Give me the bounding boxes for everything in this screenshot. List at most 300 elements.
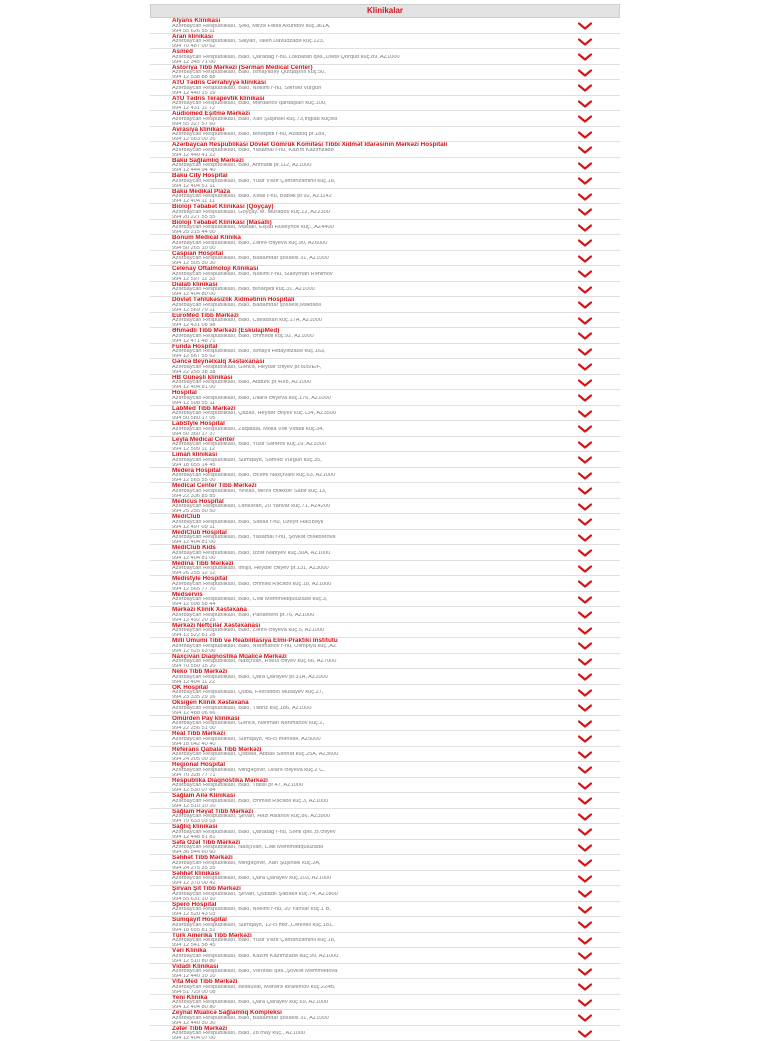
list-item[interactable] — [150, 685, 620, 701]
clinic-address: Azərbaycan Respublikası, Bakı, Cavadxan küç.17A, AZ1000 — [172, 318, 592, 323]
clinic-phone: 994 12 345 71 00 — [172, 60, 592, 65]
chevron-down-icon[interactable] — [578, 565, 592, 573]
clinic-address: Azərbaycan Respublikası, Qəbələ, Abbas Səhhət küç.25A, AZ3600 — [172, 752, 592, 757]
clinic-address: Azərbaycan Respublikası, Yevlax, Mirzə Ələkbər Sabir küç.13, — [172, 489, 592, 494]
chevron-down-icon[interactable] — [578, 828, 592, 836]
list-item[interactable] — [150, 80, 620, 96]
clinic-phone: 994 26 255 12 12 — [172, 571, 592, 576]
clinic-name: MediClub Hospital — [172, 530, 592, 536]
clinic-phone: 994 22 256 51 00 — [172, 726, 592, 731]
clinic-name: Vidadi Klinikası — [172, 964, 592, 970]
clinic-name: Azərbaycan Respublikası Dövlət Gömrük Komitəsi Tibbi Xidmət İdarəsinin Mərkəzi Hospitalı — [172, 142, 592, 148]
list-item[interactable] — [150, 96, 620, 112]
chevron-down-icon[interactable] — [578, 720, 592, 728]
clinic-address: Azərbaycan Respublikası, Naxçıvan, Rəsul Əliyev küç.66, AZ7000 — [172, 659, 592, 664]
chevron-down-icon[interactable] — [578, 627, 592, 635]
clinic-name: Türk Amerika Tibb Mərkəzi — [172, 933, 592, 939]
chevron-down-icon[interactable] — [578, 844, 592, 852]
list-item[interactable] — [150, 313, 620, 329]
list-item[interactable] — [150, 204, 620, 220]
chevron-down-icon[interactable] — [578, 255, 592, 263]
clinic-address: Azərbaycan Respublikası, Bakı, Yusif Səfərov küç.19, AZ1000 — [172, 442, 592, 447]
chevron-down-icon[interactable] — [578, 689, 592, 697]
chevron-down-icon[interactable] — [578, 735, 592, 743]
clinic-phone: 994 12 598 55 11 — [172, 401, 592, 406]
clinic-address: Azərbaycan Respublikası, Bakı, Parlament pr.76, AZ1000 — [172, 613, 592, 618]
clinic-phone: 994 12 471 48 71 — [172, 339, 592, 344]
clinic-name: Spero Hospital — [172, 902, 592, 908]
clinic-name: Səhhət Tibb Mərkəzi — [172, 855, 592, 861]
list-item[interactable] — [150, 809, 620, 825]
clinic-address: Azərbaycan Respublikası, Bakı, Yasamal r-nu, Kazım Kazımzadə — [172, 148, 592, 153]
chevron-down-icon[interactable] — [578, 379, 592, 387]
list-item[interactable] — [150, 700, 620, 716]
clinic-phone: 994 12 492 20 25 — [172, 618, 592, 623]
clinic-address: Azərbaycan Respublikası, Qazax, Heydər Əliyev küç.134, AZ3500 — [172, 411, 592, 416]
clinic-phone: 994 18 655 14 45 — [172, 463, 592, 468]
clinic-phone: 994 12 440 41 22 — [172, 153, 592, 158]
chevron-down-icon[interactable] — [578, 937, 592, 945]
list-item[interactable] — [150, 747, 620, 763]
list-item[interactable] — [150, 824, 620, 840]
clinic-address: Azərbaycan Respublikası, Bakı, Mərdanov qardaşları küç.100, — [172, 101, 592, 106]
chevron-down-icon[interactable] — [578, 363, 592, 371]
list-item[interactable] — [150, 65, 620, 81]
chevron-down-icon[interactable] — [578, 53, 592, 61]
list-item[interactable] — [150, 499, 620, 515]
list-item[interactable] — [150, 716, 620, 732]
clinic-name: Aran klinikası — [172, 34, 592, 40]
clinic-name: Əhmədli Tibb Mərkəzi (EskulapMed) — [172, 328, 592, 334]
clinic-address: Azərbaycan Respublikası, Sumqayıt, 12-ci mkr.,Cərkəsli küç.181, — [172, 923, 592, 928]
chevron-down-icon[interactable] — [578, 332, 592, 340]
clinic-address: Azərbaycan Respublikası, Bakı, Yusif Vəzir Çəmənzəminli küç.18, — [172, 938, 592, 943]
clinic-phone: 994 55 631 10 10 — [172, 897, 592, 902]
clinic-address: Azərbaycan Respublikası, Sumqayıt, 45-ci məhəllə, AZ5000 — [172, 737, 592, 742]
clinic-phone: 994 12 404 11 11 — [172, 199, 592, 204]
clinic-name: Zeynal Müalicə Sağlamlıq Kompleksi — [172, 1010, 592, 1016]
list-item[interactable] — [150, 297, 620, 313]
clinic-phone: 994 18 642 40 40 — [172, 742, 592, 747]
chevron-down-icon[interactable] — [578, 503, 592, 511]
list-item[interactable] — [150, 406, 620, 422]
clinic-phone: 994 12 599 11 12 — [172, 447, 592, 452]
clinic-address: Azərbaycan Respublikası, Bakı, Binəqədi r-nu, Azadlıq pr.189, — [172, 132, 592, 137]
clinic-phone: 994 70 328 77 71 — [172, 773, 592, 778]
chevron-down-icon[interactable] — [578, 642, 592, 650]
list-item[interactable] — [150, 1026, 620, 1041]
chevron-down-icon[interactable] — [578, 534, 592, 542]
clinic-phone: 994 12 525 63 00 — [172, 649, 592, 654]
clinic-name: Celenay Oftalmoloji Klinikası — [172, 266, 592, 272]
clinic-name: Səfa Özəl Tibb Mərkəzi — [172, 840, 592, 846]
clinic-name: Avrasiya klinikası — [172, 127, 592, 133]
list-item[interactable] — [150, 731, 620, 747]
clinic-phone: 994 12 597 11 33 — [172, 277, 592, 282]
clinic-name: Sumqayıt Hospital — [172, 917, 592, 923]
clinic-phone: 994 12 370 00 42 — [172, 881, 592, 886]
clinic-address: Azərbaycan Respublikası, Bakı, Qara Qarayev küç.103, AZ1000 — [172, 876, 592, 881]
clinic-address: Azərbaycan Respublikası, Bakı, Binəqədi küç.31, AZ1000 — [172, 287, 592, 292]
clinic-phone: 994 12 598 58 44 — [172, 602, 592, 607]
chevron-down-icon[interactable] — [578, 596, 592, 604]
chevron-down-icon[interactable] — [578, 1030, 592, 1038]
clinic-address: Azərbaycan Respublikası, Bakı, Zərifə Əliyeva küç.90, AZ6000 — [172, 241, 592, 246]
chevron-down-icon[interactable] — [578, 301, 592, 309]
list-item[interactable] — [150, 855, 620, 871]
clinic-name: Bonum Medical Klinika — [172, 235, 592, 241]
chevron-down-icon[interactable] — [578, 704, 592, 712]
clinic-name: ATU Tədris Terapevtik klinikası — [172, 96, 592, 102]
list-item[interactable] — [150, 886, 620, 902]
clinic-address: Azərbaycan Respublikası, Bakı, İzzət Nəbiyev küç.30A, AZ1000 — [172, 551, 592, 556]
chevron-down-icon[interactable] — [578, 410, 592, 418]
clinic-address: Azərbaycan Respublikası, Bakı, Xan Şuşinski küç.73,İnglab küçəsi — [172, 117, 592, 122]
clinic-phone: 994 70 550 15 20 — [172, 664, 592, 669]
chevron-down-icon[interactable] — [578, 782, 592, 790]
clinic-name: Caspian Hospital — [172, 251, 592, 257]
chevron-down-icon[interactable] — [578, 317, 592, 325]
list-item[interactable] — [150, 375, 620, 391]
clinic-address: Azərbaycan Respublikası, Lənkəran, 20 Yanvar küç.71, AZ4200 — [172, 504, 592, 509]
chevron-down-icon[interactable] — [578, 983, 592, 991]
clinic-name: Milli Ümumi Tibb və Reabilitasiya Elmi-Praktiki İnstitutu — [172, 638, 592, 644]
clinic-name: Sağlam Həyat Tibb Mərkəzi — [172, 809, 592, 815]
chevron-down-icon[interactable] — [578, 38, 592, 46]
list-item[interactable] — [150, 933, 620, 949]
chevron-down-icon[interactable] — [578, 487, 592, 495]
list-item[interactable] — [150, 948, 620, 964]
clinic-address: Azərbaycan Respublikası, Bakı, Nəsimi r-nu, Süleyman Rəhimov — [172, 272, 592, 277]
clinic-phone: 994 12 522 81 28 — [172, 633, 592, 638]
list-item[interactable] — [150, 1010, 620, 1026]
list-item[interactable] — [150, 34, 620, 50]
list-item[interactable] — [150, 266, 620, 282]
list-item[interactable] — [150, 576, 620, 592]
clinic-name: Yeni Klinika — [172, 995, 592, 1001]
clinic-address: Azərbaycan Respublikası, Bakı, Badamdar şossesi 31, AZ1000 — [172, 256, 592, 261]
list-item[interactable] — [150, 189, 620, 205]
clinic-phone: 994 12 497 09 11 — [172, 525, 592, 530]
clinic-address: Azərbaycan Respublikası, Bakı, Əhməd Rəcəbli küç.3, AZ1000 — [172, 799, 592, 804]
clinic-phone: 994 12 541 58 45 — [172, 943, 592, 948]
clinic-address: Azərbaycan Respublikası, Bakı, Zərifə Əliyeva küç.5, AZ1000 — [172, 628, 592, 633]
list-item[interactable] — [150, 127, 620, 143]
list-item[interactable] — [150, 871, 620, 887]
clinic-address: Azərbaycan Respublikası, Şirvan, Qubadlı Şəbəkə küç.74, AZ1800 — [172, 892, 592, 897]
list-item[interactable] — [150, 468, 620, 484]
clinic-phone: 994 12 404 81 00 — [172, 540, 592, 545]
clinic-name: Ömürden Pay klinikası — [172, 716, 592, 722]
clinic-name: Sağlıq klinikası — [172, 824, 592, 830]
clinic-list — [150, 18, 620, 1041]
chevron-down-icon[interactable] — [578, 999, 592, 1007]
list-item[interactable] — [150, 111, 620, 127]
clinic-phone: 994 12 404 81 00 — [172, 556, 592, 561]
chevron-down-icon[interactable] — [578, 921, 592, 929]
clinic-name: Asmed — [172, 49, 592, 55]
list-item[interactable] — [150, 654, 620, 670]
clinic-address: Azərbaycan Respublikası, Bakı, Əhməd Rəcəbli küç.18, AZ1000 — [172, 582, 592, 587]
list-item[interactable] — [150, 49, 620, 65]
chevron-down-icon[interactable] — [578, 658, 592, 666]
list-item[interactable] — [150, 514, 620, 530]
list-item[interactable] — [150, 452, 620, 468]
clinic-name: Real Tibb Mərkəzi — [172, 731, 592, 737]
clinic-phone: 994 12 520 43 03 — [172, 912, 592, 917]
clinic-name: Baku Sağlamlıq Mərkəzi — [172, 158, 592, 164]
list-item[interactable] — [150, 762, 620, 778]
clinic-address: Azərbaycan Respublikası, Bakı, Qara Qarayev küç.69, AZ1000 — [172, 1000, 592, 1005]
clinic-name: EuroMed Tibb Mərkəzi — [172, 313, 592, 319]
chevron-down-icon[interactable] — [578, 518, 592, 526]
clinic-phone: 994 12 404 07 00 — [172, 1036, 592, 1041]
clinic-name: MediClub Kids — [172, 545, 592, 551]
clinic-phone: 994 12 404 11 22 — [172, 680, 592, 685]
list-item[interactable] — [150, 359, 620, 375]
list-item[interactable] — [150, 902, 620, 918]
chevron-down-icon[interactable] — [578, 348, 592, 356]
clinic-name: Regional Hospital — [172, 762, 592, 768]
list-item[interactable] — [150, 158, 620, 174]
clinic-address: Azərbaycan Respublikası, Bakı, Yusif Vəzir Çəmənzəminli küç.18, — [172, 179, 592, 184]
list-item[interactable] — [150, 390, 620, 406]
list-item[interactable] — [150, 328, 620, 344]
chevron-down-icon[interactable] — [578, 162, 592, 170]
list-item[interactable] — [150, 220, 620, 236]
clinic-phone: 994 50 265 10 00 — [172, 246, 592, 251]
clinic-name: Medservis — [172, 592, 592, 598]
list-item[interactable] — [150, 173, 620, 189]
clinic-phone: 994 25 215 44 00 — [172, 230, 592, 235]
clinic-phone: 994 12 563 00 26 — [172, 137, 592, 142]
chevron-down-icon[interactable] — [578, 177, 592, 185]
clinic-address: Azərbaycan Respublikası, Bakı, 28 may küç., AZ1000 — [172, 1031, 592, 1036]
page-title: Klinikalar — [367, 5, 403, 17]
chevron-down-icon[interactable] — [578, 472, 592, 480]
clinic-address: Azərbaycan Respublikası, Bakı, Nəsimi r-nu, Səməd Vurğun — [172, 86, 592, 91]
list-item[interactable] — [150, 995, 620, 1011]
list-header — [150, 4, 620, 18]
clinic-name: Baku City Hospital — [172, 173, 592, 179]
clinic-name: HB Günəşli klinikası — [172, 375, 592, 381]
clinic-name: ATU Tədris Cərrahiyyə klinikası — [172, 80, 592, 86]
list-item[interactable] — [150, 235, 620, 251]
clinic-address: Azərbaycan Respublikası, Göyçay, M. Muradov küç.12, AZ2300 — [172, 210, 592, 215]
chevron-down-icon[interactable] — [578, 766, 592, 774]
chevron-down-icon[interactable] — [578, 146, 592, 154]
clinic-address: Azərbaycan Respublikası, Naxçıvan, Cəlil Məmmədquluzadə — [172, 845, 592, 850]
clinic-address: Azərbaycan Respublikası, Zaqatala, Molla Vəli Vidadi küç.34, — [172, 427, 592, 432]
clinic-address: Azərbaycan Respublikası, Bakı, Əcəmi Naxçıvani küç.63, AZ1000 — [172, 473, 592, 478]
chevron-down-icon[interactable] — [578, 797, 592, 805]
chevron-down-icon[interactable] — [578, 131, 592, 139]
chevron-down-icon[interactable] — [578, 456, 592, 464]
clinic-name: Vita Med Tibb Mərkəzi — [172, 979, 592, 985]
clinic-address: Azərbaycan Respublikası, Şirvan, Həzi Aslanov küç.86, AZ3900 — [172, 814, 592, 819]
list-item[interactable] — [150, 142, 620, 158]
chevron-down-icon[interactable] — [578, 193, 592, 201]
chevron-down-icon[interactable] — [578, 100, 592, 108]
chevron-down-icon[interactable] — [578, 890, 592, 898]
clinic-name: Şirvan Şit Tibb Mərkəzi — [172, 886, 592, 892]
list-item[interactable] — [150, 638, 620, 654]
clinic-phone: 994 12 448 81 81 — [172, 835, 592, 840]
clinic-address: Azərbaycan Respublikası, Bakı, Dilarə Əliyeva küç.176, AZ1000 — [172, 396, 592, 401]
chevron-down-icon[interactable] — [578, 22, 592, 30]
clinic-name: Medera Hospital — [172, 468, 592, 474]
clinic-address: Azərbaycan Respublikası, Masallı, Elşad Hüseynov küç., AZ4400 — [172, 225, 592, 230]
clinic-phone: 994 12 440 10 10 — [172, 974, 592, 979]
clinic-name: Baku Medikal Plaza — [172, 189, 592, 195]
clinic-name: Naxçıvan Diaqnostika Müalicə Mərkəzi — [172, 654, 592, 660]
clinic-name: Funda Hospital — [172, 344, 592, 350]
chevron-down-icon[interactable] — [578, 224, 592, 232]
list-item[interactable] — [150, 421, 620, 437]
clinic-address: Azərbaycan Respublikası, Biləsuvar, Məhərə İbrahimov küç.224B, — [172, 985, 592, 990]
clinic-name: Bioloji Təbabət Klinikası (Qoyçay) — [172, 204, 592, 210]
clinic-phone: 994 12 510 10 10 — [172, 804, 592, 809]
clinic-name: Mərkəzi Klinik Xəstəxana — [172, 607, 592, 613]
chevron-down-icon[interactable] — [578, 952, 592, 960]
clinic-name: Respublika Diaqnostika Mərkəzi — [172, 778, 592, 784]
chevron-down-icon[interactable] — [578, 673, 592, 681]
list-item[interactable] — [150, 483, 620, 499]
list-item[interactable] — [150, 530, 620, 546]
clinic-address: Azərbaycan Respublikası, Bakı, Əhmədli küç.92, AZ1000 — [172, 334, 592, 339]
chevron-down-icon[interactable] — [578, 115, 592, 123]
clinic-name: Vəri Klinika — [172, 948, 592, 954]
clinic-phone: 994 25 255 50 50 — [172, 509, 592, 514]
clinic-phone: 994 24 205 00 20 — [172, 757, 592, 762]
chevron-down-icon[interactable] — [578, 859, 592, 867]
chevron-down-icon[interactable] — [578, 286, 592, 294]
list-item[interactable] — [150, 623, 620, 639]
chevron-down-icon[interactable] — [578, 69, 592, 77]
clinic-phone: 994 12 404 81 00 — [172, 385, 592, 390]
clinic-name: LabMed Tibb Mərkəzi — [172, 406, 592, 412]
clinic-phone: 994 12 440 15 19 — [172, 91, 592, 96]
clinic-name: Bioloji Təbabət Klinikası (Masallı) — [172, 220, 592, 226]
clinic-phone: 994 23 335 29 16 — [172, 695, 592, 700]
clinic-address: Azərbaycan Respublikası, Bakı, İsmayıl Hidayətzadə küç.163, — [172, 349, 592, 354]
clinic-phone: 994 12 431 08 98 — [172, 323, 592, 328]
chevron-down-icon[interactable] — [578, 208, 592, 216]
chevron-down-icon[interactable] — [578, 1014, 592, 1022]
list-item[interactable] — [150, 793, 620, 809]
chevron-down-icon[interactable] — [578, 813, 592, 821]
clinic-name: Medicus Hospital — [172, 499, 592, 505]
clinic-address: Azərbaycan Respublikası, Bakı, Qaradağ r-nu, Səhil qəs.,B.Əliyev — [172, 830, 592, 835]
chevron-down-icon[interactable] — [578, 580, 592, 588]
chevron-down-icon[interactable] — [578, 425, 592, 433]
list-item[interactable] — [150, 437, 620, 453]
chevron-down-icon[interactable] — [578, 84, 592, 92]
clinic-address: Azərbaycan Respublikası, Bakı, Səbail r-nu, Üzeyir Hacıbəyli — [172, 520, 592, 525]
list-item[interactable] — [150, 561, 620, 577]
clinic-name: Mərkəzi Neftçilər Xəstəxanası — [172, 623, 592, 629]
clinic-address: Azərbaycan Respublikası, Bakı, Xətai r-nu, Babək pr.92, AZ1142 — [172, 194, 592, 199]
list-item[interactable] — [150, 251, 620, 267]
clinic-phone: 994 12 404 80 00 — [172, 292, 592, 297]
clinic-address: Azərbaycan Respublikası, Bakı, Yasamal r-nu, Şövkət Ələkbərova — [172, 535, 592, 540]
list-item[interactable] — [150, 545, 620, 561]
clinic-address: Azərbaycan Respublikası, Bakı, Badamdar şossesi 31, AZ1000 — [172, 1016, 592, 1021]
list-item[interactable] — [150, 607, 620, 623]
clinic-phone: 994 12 510 80 80 — [172, 959, 592, 964]
clinic-name: Səhhət klinikası — [172, 871, 592, 877]
list-item[interactable] — [150, 778, 620, 794]
clinic-address: Azərbaycan Respublikası, Bakı, Qara Qarayev pr.31A, AZ1000 — [172, 675, 592, 680]
clinic-phone: 994 50 580 17 05 — [172, 416, 592, 421]
clinic-address: Azərbaycan Respublikası, Mingəçevir, Xan Şuşinski küç.2A, — [172, 861, 592, 866]
clinic-name: Hospital — [172, 390, 592, 396]
chevron-down-icon[interactable] — [578, 394, 592, 402]
chevron-down-icon[interactable] — [578, 906, 592, 914]
clinic-address: Azərbaycan Respublikası, Bakı, Badamdar şossesi,Məktəbli — [172, 303, 592, 308]
clinic-phone: 994 55 626 55 11 — [172, 29, 592, 34]
list-item[interactable] — [150, 979, 620, 995]
clinic-address: Azərbaycan Respublikası, Gəncə, Nəriman Nərimanov küç.2, — [172, 721, 592, 726]
clinic-address: Azərbaycan Respublikası, Bakı, Nərimanov r-nu, Olimpiya küç.,AZ — [172, 644, 592, 649]
list-item[interactable] — [150, 840, 620, 856]
chevron-down-icon[interactable] — [578, 875, 592, 883]
clinic-phone: 994 50 360 17 37 — [172, 432, 592, 437]
clinic-name: Medical Center Tibb Mərkəzi — [172, 483, 592, 489]
clinic-name: Gəncə Beynəlxalq Xəstəxanası — [172, 359, 592, 365]
chevron-down-icon[interactable] — [578, 611, 592, 619]
clinic-phone: 994 51 729 00 08 — [172, 990, 592, 995]
list-item[interactable] — [150, 344, 620, 360]
clinic-name: Medina Tibb Mərkəzi — [172, 561, 592, 567]
list-item[interactable] — [150, 282, 620, 298]
clinic-address: Azərbaycan Respublikası, Gəncə, Heydər Əliyev pr.605/E/F, — [172, 365, 592, 370]
clinic-address: Azərbaycan Respublikası, Quba, Fəxrəddin Musayev küç.27, — [172, 690, 592, 695]
list-item[interactable] — [150, 592, 620, 608]
clinic-address: Azərbaycan Respublikası, Şəki, Mirzə Fətəli Axundov küç.361A, — [172, 24, 592, 29]
clinic-address: Azərbaycan Respublikası, Bakı, Cəlil Məmmədquluzadə küç.3, — [172, 597, 592, 602]
clinic-phone: 994 12 530 07 84 — [172, 788, 592, 793]
clinic-phone: 994 12 565 55 00 — [172, 478, 592, 483]
chevron-down-icon[interactable] — [578, 441, 592, 449]
chevron-down-icon[interactable] — [578, 549, 592, 557]
clinic-phone: 994 70 633 03 03 — [172, 819, 592, 824]
list-item[interactable] — [150, 964, 620, 980]
chevron-down-icon[interactable] — [578, 270, 592, 278]
chevron-down-icon[interactable] — [578, 239, 592, 247]
list-item[interactable] — [150, 917, 620, 933]
clinic-name: Zəfər Tibb Mərkəzi — [172, 1026, 592, 1032]
clinic-phone: 994 12 440 30 30 — [172, 1021, 592, 1026]
clinic-name: Astoriya Tibb Mərkəzi (Sərman Medical Center) — [172, 65, 592, 71]
clinic-address: Azərbaycan Respublikası, Bakı, Ahmadli pr.112, AZ1000 — [172, 163, 592, 168]
list-item[interactable] — [150, 669, 620, 685]
clinic-name: Medistyle Hospital — [172, 576, 592, 582]
clinic-address: Azərbaycan Respublikası, Salyan, Taleh Davudzadə küç.123, — [172, 39, 592, 44]
clinic-phone: 994 12 431 11 72 — [172, 106, 592, 111]
clinic-address: Azərbaycan Respublikası, İmişli, Heydər Əliyev pr.131, AZ3000 — [172, 566, 592, 571]
clinic-name: Leyla Medical Center — [172, 437, 592, 443]
list-item[interactable] — [150, 18, 620, 34]
clinic-address: Azərbaycan Respublikası, Bakı, İsmayılbəy Qutqaşınlı küç.50, — [172, 70, 592, 75]
chevron-down-icon[interactable] — [578, 751, 592, 759]
clinic-phone: 994 12 488 06 66 — [172, 711, 592, 716]
clinic-phone: 994 12 565 77 70 — [172, 587, 592, 592]
clinic-address: Azərbaycan Respublikası, Bakı, Təbriz küç.186, AZ1000 — [172, 706, 592, 711]
clinic-address: Azərbaycan Respublikası, Bakı, Qaradağ r-nu, Lökbatan qəs.,Dədə Qorqud küç.89, AZ1000 — [172, 55, 592, 60]
chevron-down-icon[interactable] — [578, 968, 592, 976]
clinic-phone: 994 36 544 60 60 — [172, 850, 592, 855]
